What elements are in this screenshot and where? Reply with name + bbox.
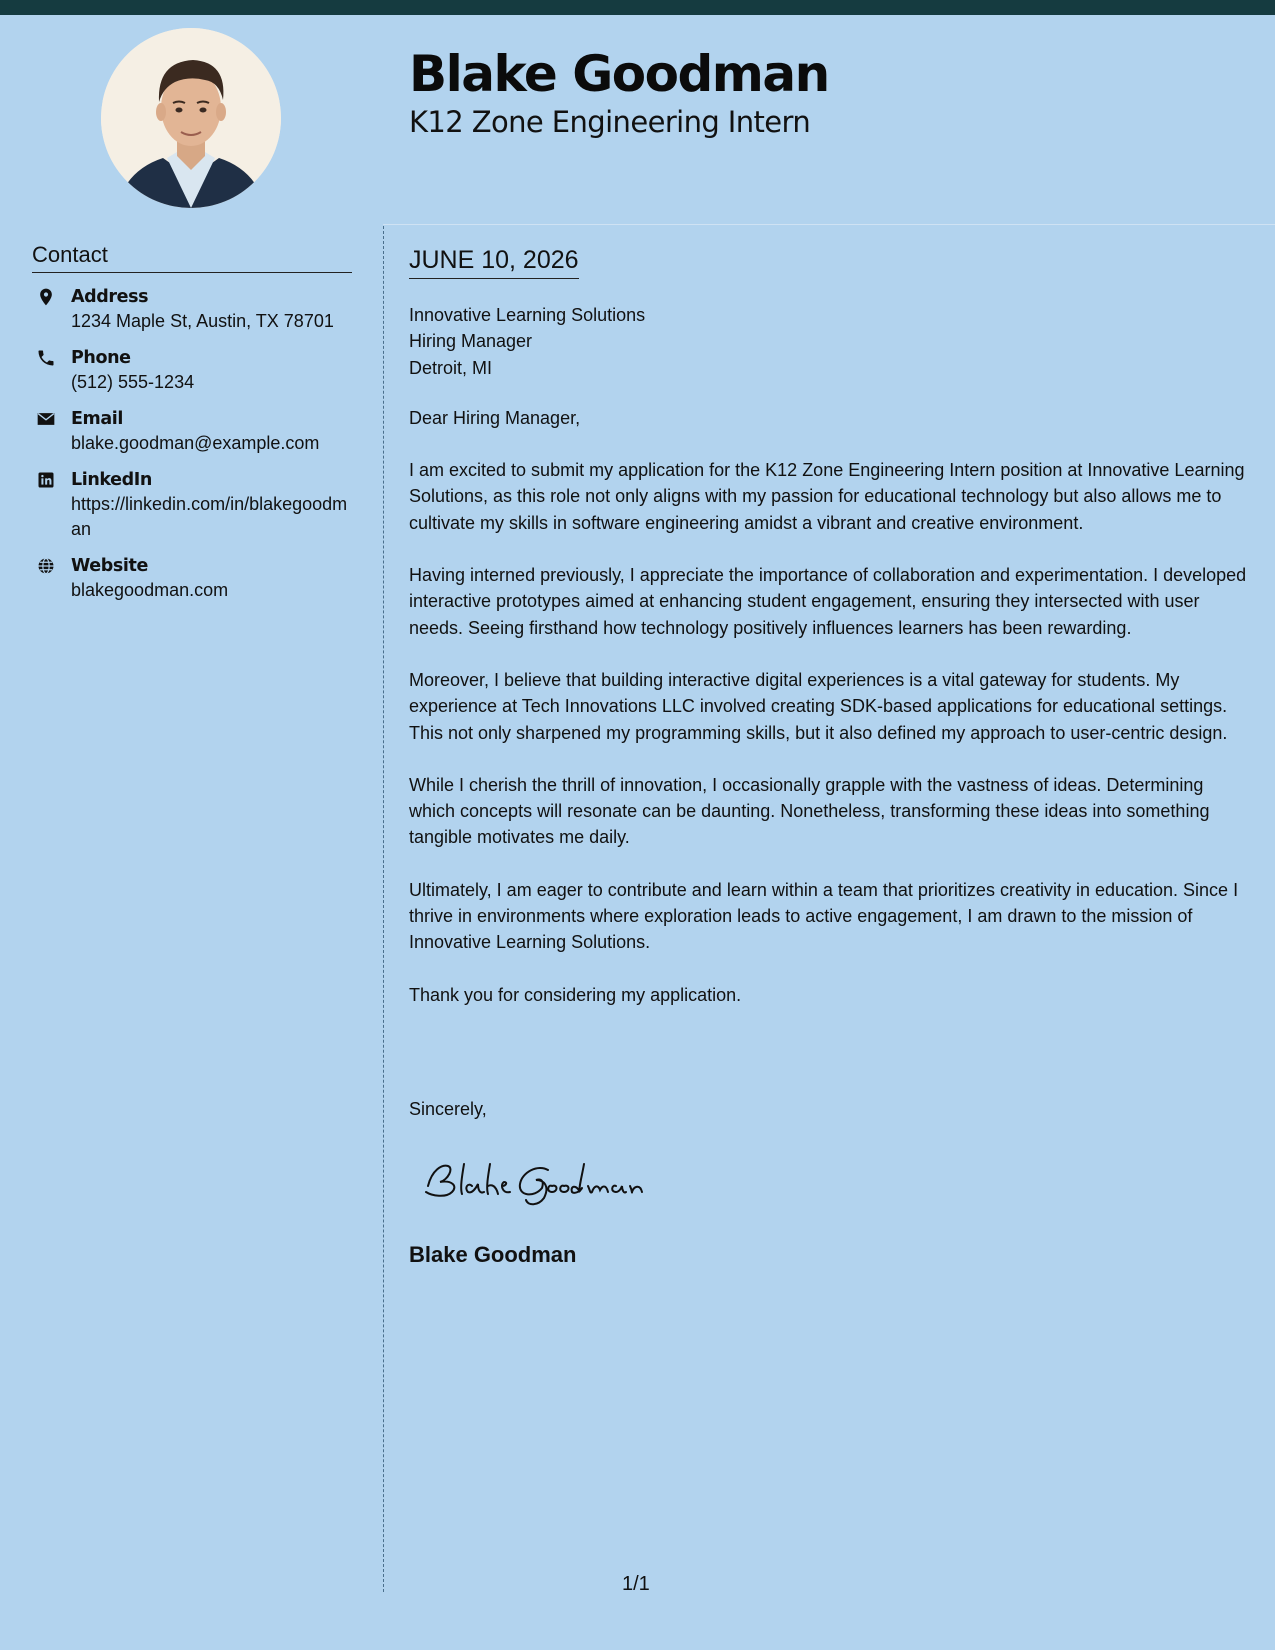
signer-name: Blake Goodman	[409, 1242, 577, 1267]
contact-phone	[32, 346, 357, 395]
letter-paragraph: Moreover, I believe that building interactive digital experiences is a vital gateway for students. My experience at Tech Innovations LLC involved creating SDK-based applications for educational settings. This not only sharpened my programming skills, but it also defined my approach to user-centric design.	[409, 669, 1228, 743]
applicant-role: K12 Zone Engineering Intern	[409, 105, 811, 139]
globe-icon	[36, 556, 56, 576]
letter-body	[409, 302, 1254, 1008]
contact-label: Website	[71, 556, 148, 576]
contact-value[interactable]: blakegoodman.com	[71, 580, 229, 600]
map-pin-icon	[36, 287, 56, 307]
contact-value: 1234 Maple St, Austin, TX 78701	[71, 311, 334, 331]
closing: Sincerely,	[409, 1099, 487, 1119]
contact-value[interactable]: https://linkedin.com/in/blakegoodman	[71, 494, 348, 539]
applicant-name: Blake Goodman	[409, 45, 829, 103]
envelope-icon	[36, 409, 56, 429]
header-divider	[383, 224, 1275, 225]
letter-paragraph: While I cherish the thrill of innovation, I occasionally grapple with the vastness of ideas. Determining which concepts will resonate can be daunting. Nonetheless, transforming these ideas into something tangible motivates me daily.	[409, 774, 1210, 848]
salutation: Dear Hiring Manager,	[409, 407, 581, 428]
contact-label: LinkedIn	[71, 470, 152, 490]
profile-photo	[101, 28, 281, 208]
letter-paragraph: Ultimately, I am eager to contribute and learn within a team that prioritizes creativity in education. Since I thrive in environments where exploration leads to active engagement, I am drawn to the mission of Innovative Learning Solutions.	[409, 879, 1239, 953]
contact-value: blake.goodman@example.com	[71, 433, 320, 453]
handwritten-signature	[418, 1150, 668, 1215]
recipient-block	[409, 302, 1254, 381]
letter-paragraph: I am excited to submit my application for the K12 Zone Engineering Intern position at Innovative Learning Solutions, as this role not only aligns with my passion for educational technology but also allows me to cultivate my skills in software engineering amidst a vibrant and creative environment.	[409, 460, 1245, 533]
contact-list	[32, 285, 357, 615]
contact-address	[32, 285, 357, 334]
contact-heading: Contact	[32, 240, 352, 273]
recipient-company: Innovative Learning Solutions	[409, 305, 646, 325]
letter-paragraph: Having interned previously, I appreciate the importance of collaboration and experimentation. I developed interactive prototypes aimed at enhancing student engagement, ensuring they intersected with user needs. Seeing firsthand how technology positively influences learners has been rewarding.	[409, 565, 1247, 638]
linkedin-icon	[36, 470, 56, 490]
recipient-title: Hiring Manager	[409, 331, 533, 352]
contact-linkedin	[32, 468, 357, 542]
contact-label: Phone	[71, 348, 131, 368]
contact-website	[32, 554, 357, 603]
recipient-location: Detroit, MI	[409, 357, 493, 378]
page-number: 1/1	[622, 1573, 650, 1595]
letter-paragraph: Thank you for considering my application.	[409, 984, 742, 1005]
contact-label: Address	[71, 287, 149, 307]
top-accent-bar	[0, 0, 1275, 15]
phone-icon	[36, 348, 56, 368]
contact-value: (512) 555-1234	[71, 372, 195, 392]
letter-date: JUNE 10, 2026	[409, 244, 579, 279]
column-divider	[383, 226, 384, 1592]
contact-email	[32, 407, 357, 456]
contact-label: Email	[71, 409, 123, 429]
